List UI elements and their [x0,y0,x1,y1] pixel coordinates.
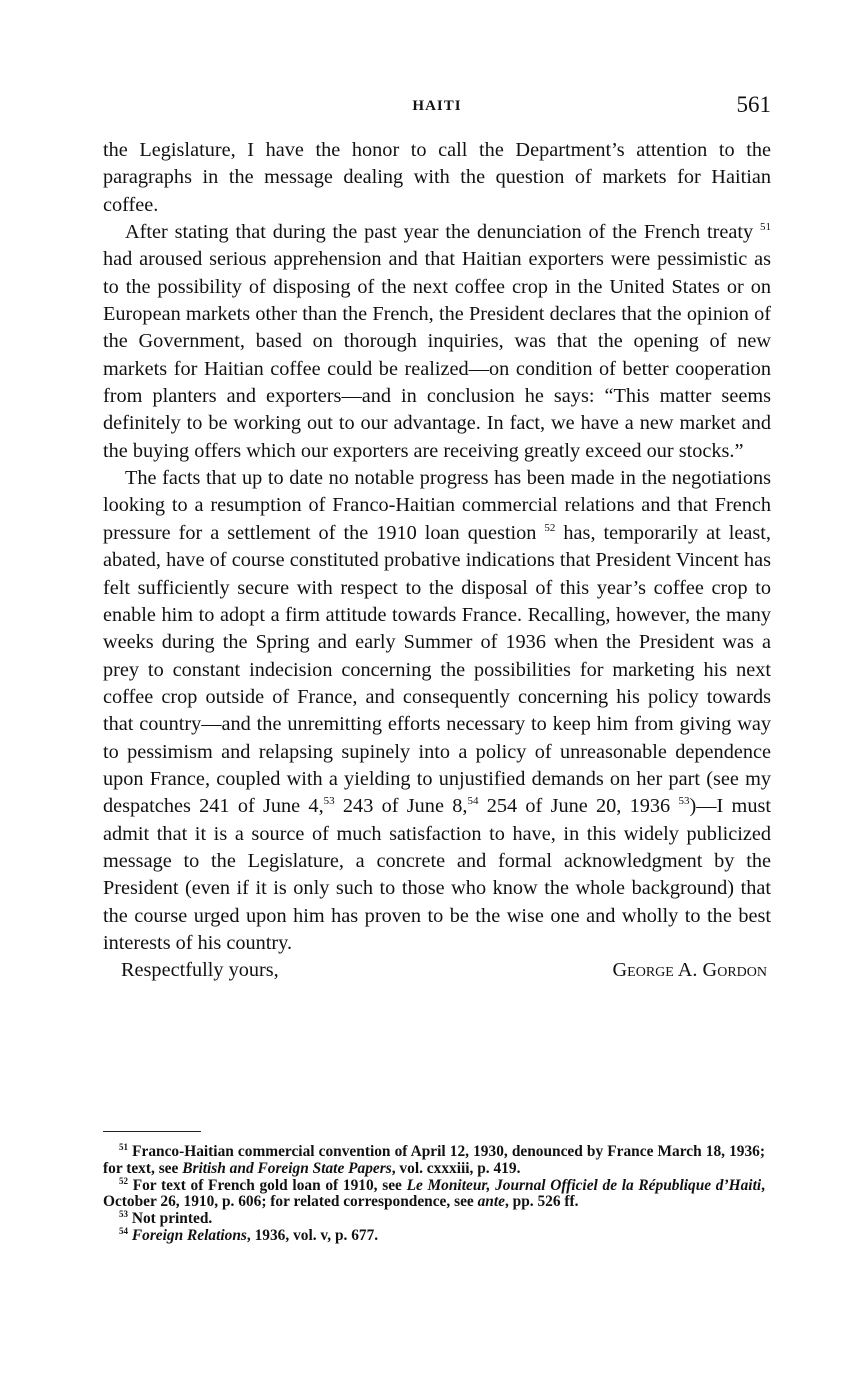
footnote-divider [103,1131,201,1132]
salutation: Respectfully yours, [121,959,279,982]
footnote-53: $^{53}$ Not printed. [119,1209,213,1228]
running-title: HAITI [412,98,462,114]
footnote-52: $^{52}$ For text of French gold loan of 1910, see Le Moniteur, Journal Officiel de la République d’Haiti, October 26, 1910, p. 606; for related correspondence, see ante, pp. 526 ff. [103,1175,765,1211]
footnote-ref-52: 52 [544,521,556,534]
letter-body [103,137,771,985]
paragraph-2: After stating that during the past year the denunciation of the French treaty $^{51}$ had aroused serious apprehension and that Haitian exporters were pessimistic as to the possibility of disposing of the next coffee crop in the United States or on European markets other than the French, the President declares that the opinion of the Government, based on thorough inquiries, was that the opening of new markets for Haitian coffee could be realized—on condition of better cooperation from planters and exporters—and in conclusion he says: “This matter seems definitely to be working out to our advantage. In fact, we have a new market and the buying offers which our exporters are receiving greatly exceed our stocks.” [103,221,771,462]
footnotes [103,1144,765,1245]
paragraph-3: The facts that up to date no notable progress has been made in the negotiations looking to a resumption of Franco-Haitian commercial relations and that French pressure for a settlement of the 1910 loan question $^{52}$ has, temporarily at least, abated, have of course constituted probative indications that President Vincent has felt sufficiently secure with respect to the disposal of this year’s coffee crop to enable him to adopt a firm attitude towards France. Recalling, however, the many weeks during the Spring and early Summer of 1936 when the President was a prey to constant indecision concerning the possibilities for marketing his next coffee crop outside of France, and consequently concerning his policy towards that country—and the unremitting efforts necessary to keep him from giving way to pessimism and relapsing supinely into a policy of unreasonable dependence upon France, coupled with a yielding to unjustified demands on her part (see my despatches 241 of June 4,53 243 of June 8,54 254 of June 20, 1936 $^{53}$)—I must admit that it is a source of much satisfaction to have, in this widely publicized message to the Legislature, a concrete and formal acknowledgment by the President (even if it is only such to those who know the whole background) that the course urged upon him has proven to be the wise one and wholly to the best interests of his country. [103,467,771,954]
signature: George A. Gordon [612,959,767,982]
footnote-ref-51: 51 [759,221,771,234]
footnote-ref-54: 54 [467,795,479,808]
footnote-54: $^{54}$ Foreign Relations, 1936, vol. v, p. 677. [119,1225,379,1244]
page-number: 561 [736,92,771,117]
page-header [103,92,771,122]
footnote-ref-53: 53 [323,795,335,808]
paragraph-1: the Legislature, I have the honor to call the Department’s attention to the paragraphs in the message dealing with the question of markets for Haitian coffee. [103,139,771,216]
closing [103,957,771,984]
footnote-ref-53-second: 53 [678,795,690,808]
footnote-51: $^{51}$ Franco-Haitian commercial convention of April 12, 1930, denounced by France March 18, 1936; for text, see British and Foreign State Papers, vol. cxxxiii, p. 419. [103,1142,765,1177]
